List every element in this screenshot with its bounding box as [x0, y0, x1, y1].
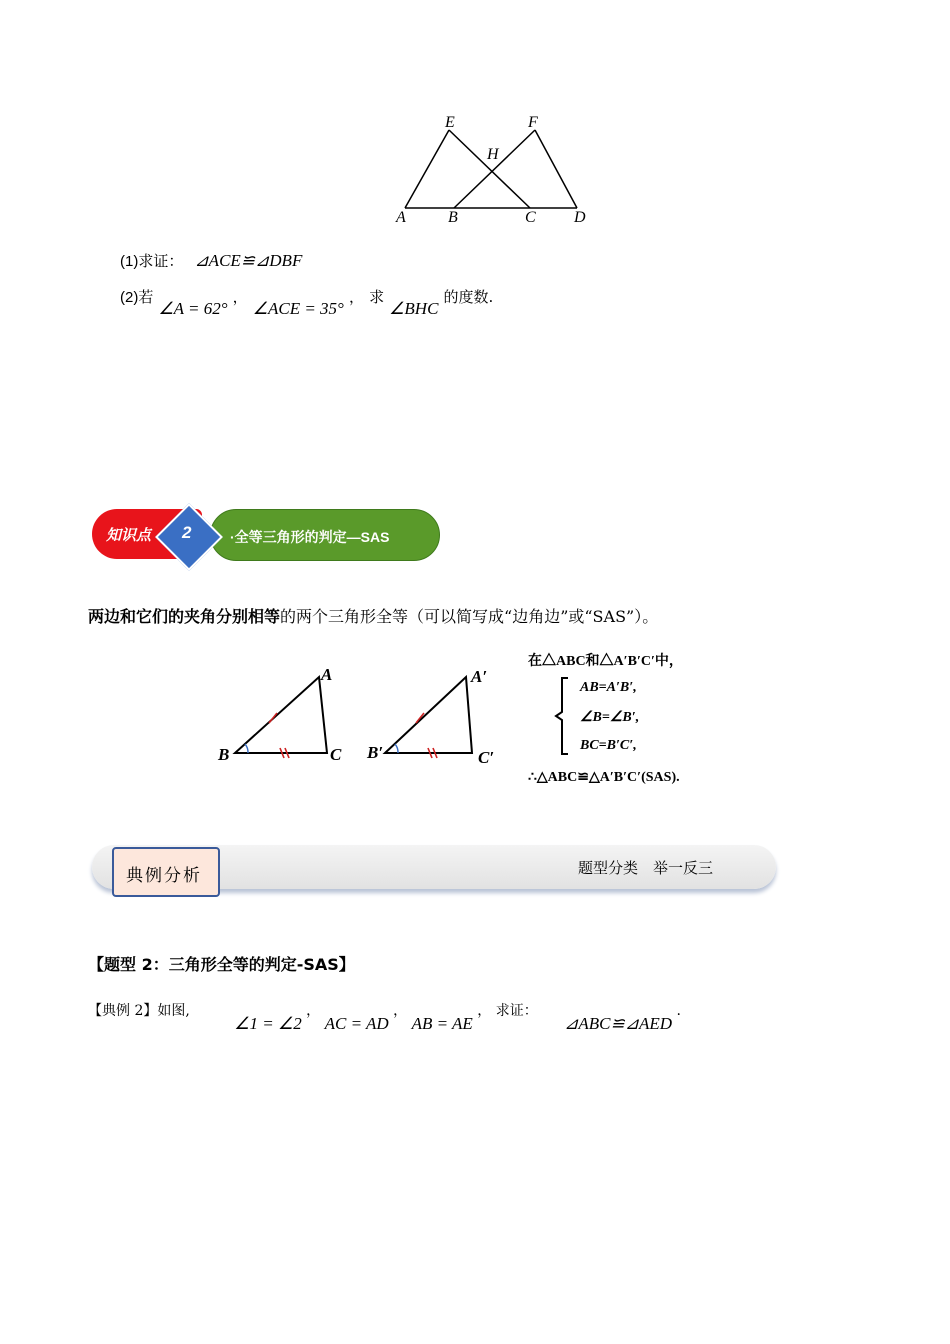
- ex2-m1: ∠1 = ∠2: [234, 1014, 302, 1033]
- example2: [88, 1000, 681, 1033]
- tri1-label-a: A: [321, 665, 333, 684]
- fig1-label-d: D: [574, 209, 586, 226]
- tri1-label-c: C: [330, 745, 342, 764]
- ex2-prefix: 【典例 2】如图,: [88, 1003, 190, 1019]
- part2-suffix: 的度数.: [443, 288, 494, 306]
- ex2-ask: 求证：: [495, 1003, 538, 1019]
- ex2-m4: ⊿ABC≌⊿AED: [564, 1014, 673, 1033]
- definition-rest: 的两个三角形全等（可以简写成“边角边”或“SAS”）。: [280, 607, 659, 626]
- definition: [88, 604, 658, 627]
- ex2-c2: ，: [393, 1003, 408, 1019]
- fig1-label-h: H: [487, 146, 499, 163]
- definition-bold: 两边和它们的夹角分别相等: [88, 607, 281, 626]
- problem-part1: [120, 250, 302, 271]
- ex2-c1: ，: [306, 1003, 321, 1019]
- problem-part2: [120, 288, 494, 318]
- banner-label: 知识点: [106, 527, 152, 544]
- part2-ask: 求: [369, 288, 385, 306]
- figure-sas-triangles: [210, 660, 510, 770]
- tri2-label-a: A′: [471, 667, 488, 686]
- tri2-label-c: C′: [478, 748, 495, 767]
- proof-cond2: ∠B=∠B′,: [580, 710, 640, 725]
- part2-angle-bhc: ∠BHC: [389, 299, 439, 318]
- ex2-m3: AB = AE: [411, 1014, 473, 1033]
- example-tag: 典例分析: [126, 866, 202, 886]
- banner-title: ·全等三角形的判定—SAS: [230, 529, 390, 545]
- fig1-label-e: E: [445, 114, 455, 131]
- part1-prefix: (1)求证：: [120, 253, 184, 270]
- fig1-label-f: F: [528, 114, 538, 131]
- part2-comma1: ，: [232, 288, 248, 306]
- ex2-c3: ，: [477, 1003, 492, 1019]
- proof-cond3: BC=B′C′,: [580, 738, 637, 753]
- fig1-label-a: A: [396, 209, 406, 226]
- ex2-end: .: [676, 1003, 681, 1019]
- part2-angle-ace: ∠ACE = 35°: [252, 299, 344, 318]
- part1-math: ⊿ACE≌⊿DBF: [194, 251, 303, 270]
- ex2-m2: AC = AD: [324, 1014, 389, 1033]
- section-heading: 【题型 2：三角形全等的判定-SAS】: [88, 955, 355, 974]
- part2-prefix: (2)若: [120, 289, 154, 306]
- proof-conclusion: ∴△ABC≌△A′B′C′(SAS).: [528, 770, 680, 785]
- example-bar: [92, 843, 782, 897]
- part2-angle-a: ∠A = 62°: [158, 299, 228, 318]
- example-bar-right: 题型分类 举一反三: [578, 859, 714, 877]
- fig1-label-c: C: [525, 209, 536, 226]
- proof-brace: [554, 676, 570, 756]
- tri1-label-b: B: [218, 745, 230, 764]
- fig1-label-b: B: [448, 209, 458, 226]
- proof-cond1: AB=A′B′,: [580, 680, 637, 695]
- knowledge-banner: [90, 505, 440, 567]
- tri2-label-b: B′: [367, 743, 384, 762]
- part2-comma2: ，: [348, 288, 364, 306]
- banner-number: 2: [182, 523, 192, 542]
- proof-line1: 在△ABC和△A′B′C′中，: [528, 654, 683, 669]
